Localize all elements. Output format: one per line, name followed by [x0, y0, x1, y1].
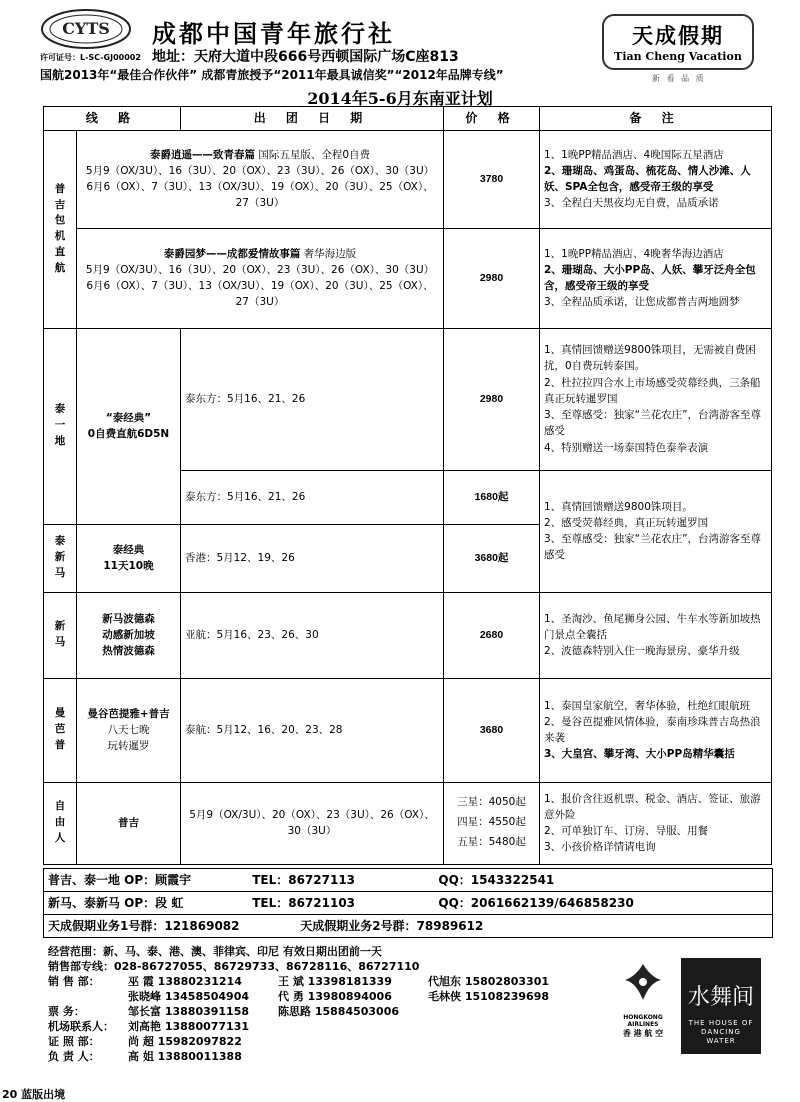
product-cell — [77, 678, 181, 782]
dept-label: 票 务： — [48, 1005, 85, 1018]
departure-dates: 泰航：5月12、16、20、23、28 — [181, 678, 444, 782]
qq-group: 天成假期业务2号群：78989612 — [300, 919, 484, 933]
dept-label: 证 照 部： — [48, 1035, 100, 1048]
page-number: 20 蓝版出境 — [2, 1088, 66, 1101]
note-line: 1、圣淘沙、鱼尾狮身公园、牛车水等新加坡热门景点全囊括 — [544, 612, 761, 641]
product-cell — [77, 524, 181, 592]
product-suffix: 奢华海边版 — [303, 247, 357, 260]
ticket-row — [48, 1004, 608, 1019]
sales-row — [48, 989, 608, 1004]
bauhinia-icon — [623, 960, 663, 1006]
note-line: 3、至尊感受：独家“兰花农庄”，台湾游客至尊感受 — [544, 409, 762, 438]
table-row — [44, 782, 772, 864]
dept-label: 机场联系人： — [48, 1020, 114, 1033]
notes-cell — [540, 228, 772, 328]
note-line: 3、至尊感受：独家“兰花农庄”，台湾游客至尊感受 — [544, 533, 762, 562]
note-line: 1、真情回馈赠送9800铢项目。 — [544, 500, 693, 513]
hongkong-airlines-logo — [610, 960, 676, 1060]
star-price-cell — [444, 782, 540, 864]
hk-airlines-zh: 香 港 航 空 — [622, 1029, 664, 1038]
note-line: 2、曼谷芭提雅风情体验，泰南珍珠普吉岛热浪来袭 — [544, 715, 761, 745]
product-name: 曼谷芭提雅+普吉 — [87, 707, 170, 720]
dancing-water-en1: DANCING — [701, 1028, 741, 1036]
dancing-water-the: THE HOUSE OF — [688, 1019, 754, 1027]
phuket-p2-dates-cell — [77, 228, 444, 328]
route-label-bkp: 曼 芭 普 — [44, 678, 77, 782]
footer-info — [48, 944, 608, 1064]
table-row — [44, 130, 772, 228]
note-line: 4、特别赠送一场泰国特色泰拳表演 — [544, 441, 709, 454]
business-scope: 经营范围：新、马、泰、港、澳、菲律宾、印尼 有效日期出团前一天 — [48, 945, 382, 958]
manager-row — [48, 1049, 608, 1064]
sales-hotline: 销售部专线：028-86727055、86729733、86728116、86727110 — [48, 960, 420, 973]
table-row — [44, 592, 772, 678]
staff-contact: 巫 霞 13880231214 — [128, 975, 242, 988]
route-label-phuket: 普 吉 包 机 直 航 — [44, 130, 77, 328]
product-cell — [77, 328, 181, 524]
license-number: 许可证号：L-SC-GJ00002 — [40, 53, 141, 62]
note-line: 2、波德森特别入住一晚海景房、豪华升级 — [544, 645, 740, 658]
brand-slogan: 新 看 品 质 — [652, 74, 706, 83]
svg-text:CYTS: CYTS — [62, 19, 110, 38]
staff-contact: 刘高艳 13880077131 — [128, 1020, 250, 1033]
col-header-route: 线 路 — [44, 107, 181, 131]
departure-dates: 5月9（OX/3U）、20（OX）、23（3U）、26（OX）、30（3U） — [181, 782, 444, 864]
contacts-block — [43, 868, 773, 938]
op-name: 新马、泰新马 OP：段 虹 — [48, 896, 184, 910]
airport-row — [48, 1019, 608, 1034]
note-line: 3、全程白天黑夜均无自费，品质承诺 — [544, 197, 719, 210]
dept-label: 负 责 人： — [48, 1050, 100, 1063]
contact-row — [44, 891, 772, 914]
product-name: 普吉 — [77, 782, 181, 864]
note-line: 2、杜拉拉四合水上市场感受荧幕经典，三条船真正玩转暹罗国 — [544, 376, 761, 405]
departure-dates: 5月9（OX/3U）、16（3U）、20（OX）、23（3U）、26（OX）、30（3U） — [85, 164, 435, 177]
op-qq: QQ：2061662139/646858230 — [438, 896, 634, 910]
price: 2980 — [444, 228, 540, 328]
notes-cell — [540, 678, 772, 782]
table-header-row — [44, 107, 772, 131]
price: 3680起 — [444, 524, 540, 592]
product-subtitle: 动感新加坡 — [102, 628, 155, 641]
note-line: 1、真情回馈赠送9800铢项目，无需被自费困扰，0自费玩转泰国。 — [544, 344, 756, 373]
route-label-free: 自 由 人 — [44, 782, 77, 864]
star-price: 五星：5480起 — [457, 836, 526, 849]
awards-line: 国航2013年“最佳合作伙伴” 成都青旅授予“2011年最具诚信奖”“2012年品牌专线” — [40, 68, 504, 82]
itinerary-table — [43, 106, 772, 865]
price: 1680起 — [444, 470, 540, 524]
product-subtitle: 玩转暹罗 — [107, 740, 150, 753]
op-tel: TEL：86727113 — [252, 873, 356, 887]
notes-cell — [540, 470, 772, 592]
sales-row — [48, 974, 608, 989]
contact-row — [44, 868, 772, 891]
note-line: 3、全程品质承诺，让您成都普吉两地圆梦 — [544, 296, 740, 309]
price: 3780 — [444, 130, 540, 228]
note-line: 3、小孩价格详情请电询 — [544, 841, 656, 854]
note-line: 1、泰国皇家航空，奢华体验，杜绝红眼航班 — [544, 699, 751, 712]
note-line: 2、感受荧幕经典，真正玩转暹罗国 — [544, 516, 709, 529]
note-line: 1、报价含往返机票、税金、酒店、签证、旅游意外险 — [544, 792, 761, 821]
staff-contact: 代 勇 13980894006 — [278, 990, 392, 1003]
note-line: 3、大皇宫、攀牙湾、大小PP岛精华囊括 — [544, 748, 735, 761]
staff-contact: 陈思路 15884503006 — [278, 1005, 400, 1018]
product-suffix: 国际五星版、全程0自费 — [258, 148, 371, 161]
note-line: 1、1晚PP精品酒店、4晚国际五星酒店 — [544, 148, 724, 161]
contact-row — [44, 914, 772, 937]
departure-dates: 亚航：5月16、23、26、30 — [181, 592, 444, 678]
header — [0, 0, 800, 110]
dept-label: 销 售 部： — [48, 975, 100, 988]
price: 2680 — [444, 592, 540, 678]
departure-dates: 6月6（OX）、7（3U）、13（OX/3U）、19（OX）、20（3U）、25（OX）、27（3U） — [86, 181, 434, 210]
dancing-water-zh: 水舞间 — [687, 985, 754, 1010]
op-name: 普吉、泰一地 OP：顾霞宇 — [48, 873, 192, 887]
table-row — [44, 328, 772, 470]
notes-cell — [540, 130, 772, 228]
col-header-dates: 出 团 日 期 — [181, 107, 444, 131]
dancing-water-logo — [681, 958, 761, 1054]
staff-contact: 高 姐 13880011388 — [128, 1050, 242, 1063]
brand-english: Tian Cheng Vacation — [614, 50, 742, 63]
table-row — [44, 678, 772, 782]
note-line: 2、珊瑚岛、大小PP岛、人妖、攀牙泛舟全包含，感受帝王级的享受 — [544, 263, 756, 293]
page-title: 2014年5-6月东南亚计划 — [307, 89, 493, 108]
star-price: 四星：4550起 — [457, 816, 526, 829]
product-name: 泰经典 — [112, 543, 145, 556]
departure-dates: 香港：5月12、19、26 — [181, 524, 444, 592]
staff-contact: 王 斌 13398181339 — [278, 975, 392, 988]
product-cell — [77, 592, 181, 678]
staff-contact: 张晓峰 13458504904 — [128, 990, 250, 1003]
phuket-p1-dates-cell — [77, 130, 444, 228]
route-label-sm: 新 马 — [44, 592, 77, 678]
departure-dates: 6月6（OX）、7（3U）、13（OX/3U）、19（OX）、20（3U）、25（OX）、27（3U） — [86, 280, 434, 309]
col-header-notes: 备 注 — [540, 107, 772, 131]
dancing-water-en2: WATER — [706, 1037, 736, 1045]
agency-address: 地址：天府大道中段666号西顿国际广场C座813 — [152, 49, 459, 65]
product-subtitle: 热情波德森 — [102, 645, 155, 658]
product-subtitle: 11天10晚 — [103, 560, 154, 573]
col-header-price: 价 格 — [444, 107, 540, 131]
agency-name: 成都中国青年旅行社 — [152, 19, 395, 48]
brand-name: 天成假期 — [632, 23, 724, 48]
note-line: 2、珊瑚岛、鸡蛋岛、梳花岛、情人沙滩、人妖、SPA全包含，感受帝王级的享受 — [544, 164, 751, 194]
cyts-logo-icon — [40, 8, 132, 50]
visa-row — [48, 1034, 608, 1049]
price: 2980 — [444, 328, 540, 470]
product-name: 新马波德森 — [102, 612, 155, 625]
product-name: “泰经典” — [105, 411, 152, 424]
note-line: 2、可单独订车、订房、导服、用餐 — [544, 825, 709, 838]
product-subtitle: 八天七晚 — [107, 723, 150, 736]
departure-dates: 泰东方：5月16、21、26 — [181, 470, 444, 524]
product-name: 泰爵逍遥——致青春篇 — [149, 148, 255, 161]
notes-cell — [540, 592, 772, 678]
notes-cell — [540, 782, 772, 864]
product-name: 泰爵园梦——成都爱情故事篇 — [163, 247, 301, 260]
notes-cell — [540, 328, 772, 470]
route-label-thailand: 泰 一 地 — [44, 328, 77, 524]
table-row — [44, 228, 772, 328]
op-tel: TEL：86721103 — [252, 896, 356, 910]
staff-contact: 邹长富 13880391158 — [128, 1005, 250, 1018]
departure-dates: 泰东方：5月16、21、26 — [181, 328, 444, 470]
staff-contact: 毛林侠 15108239698 — [428, 990, 550, 1003]
hk-airlines-en: HONGKONG AIRLINES — [623, 1014, 663, 1028]
note-line: 1、1晚PP精品酒店、4晚奢华海边酒店 — [544, 247, 724, 260]
star-price: 三星：4050起 — [457, 796, 526, 809]
staff-contact: 尚 超 15982097822 — [128, 1035, 242, 1048]
product-subtitle: 0自费直航6D5N — [87, 428, 170, 441]
route-label-tsm: 泰 新 马 — [44, 524, 77, 592]
op-qq: QQ：1543322541 — [438, 873, 555, 887]
staff-contact: 代旭东 15802803301 — [428, 975, 550, 988]
price: 3680 — [444, 678, 540, 782]
qq-group: 天成假期业务1号群：121869082 — [48, 919, 240, 933]
departure-dates: 5月9（OX/3U）、16（3U）、20（OX）、23（3U）、26（OX）、30（3U） — [85, 263, 435, 276]
tiancheng-brand-box — [602, 14, 754, 70]
